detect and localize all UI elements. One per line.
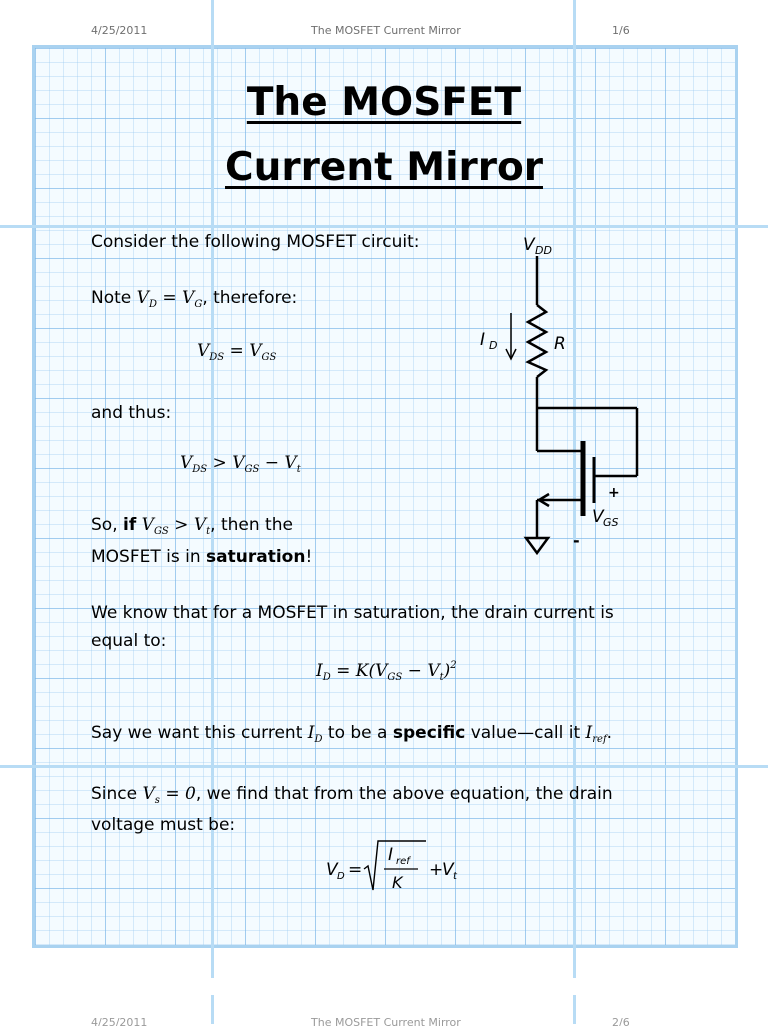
svg-text:=: = — [348, 860, 363, 880]
paragraph-saturation: MOSFET is in saturation! — [91, 547, 313, 567]
id-subscript: D — [489, 339, 498, 352]
next-page-header — [0, 1016, 768, 1026]
svg-text:ref: ref — [396, 856, 410, 867]
equation-vds-vgs: $V_{DS} = V_{GS}$ — [197, 341, 277, 363]
paragraph-drain-current-line1: We know that for a MOSFET in saturation, the drain current is — [91, 603, 614, 623]
svg-text:V: V — [326, 860, 338, 880]
svg-text:+: + — [429, 860, 444, 880]
ground-symbol — [526, 538, 548, 553]
id-label: I — [480, 330, 486, 350]
paragraph-intro: Consider the following MOSFET circuit: — [91, 232, 420, 252]
resistor-label: R — [554, 334, 566, 354]
equation-vds-inequality: $V_{DS} > V_{GS} - V_t$ — [180, 453, 301, 475]
next-header-page-number: 2/6 — [612, 1016, 630, 1026]
vdd-label: V — [523, 235, 535, 255]
document-title-line1: The MOSFET — [246, 80, 522, 125]
equation-drain-current: $I_D = K(V_{GS} - V_t)^2$ — [316, 660, 457, 683]
paragraph-drain-current-line2: equal to: — [91, 631, 167, 651]
paragraph-so-if: So, if $V_{GS} > V_t$, then the — [91, 515, 293, 537]
grid-line — [0, 765, 768, 768]
svg-text:I: I — [388, 845, 394, 865]
paragraph-drain-voltage: voltage must be: — [91, 815, 236, 835]
vgs-subscript: GS — [603, 516, 619, 529]
mosfet-circuit-diagram — [470, 225, 650, 565]
resistor-symbol — [528, 305, 546, 377]
paragraph-specific-value: Say we want this current $I_D$ to be a specific value—call it $I_{ref}$. — [91, 723, 613, 745]
header-date: 4/25/2011 — [91, 24, 148, 37]
header-page-number: 1/6 — [612, 24, 630, 37]
circuit-graphic — [470, 225, 650, 565]
vgs-label: V — [592, 507, 604, 527]
paragraph-note: Note $V_D = V_G$, therefore: — [91, 288, 298, 310]
svg-text:D: D — [337, 871, 345, 882]
next-header-title: The MOSFET Current Mirror — [311, 1016, 461, 1026]
svg-text:V: V — [442, 860, 454, 880]
page-header — [0, 24, 768, 40]
vgs-plus: + — [608, 485, 620, 501]
vdd-subscript: DD — [535, 244, 552, 257]
vgs-minus: - — [573, 531, 580, 550]
header-title: The MOSFET Current Mirror — [311, 24, 461, 37]
equation-drain-voltage — [326, 836, 466, 896]
document-title-line2: Current Mirror — [225, 145, 543, 190]
equation-drain-voltage-graphic — [326, 836, 466, 896]
svg-text:K: K — [392, 873, 403, 892]
next-header-date: 4/25/2011 — [91, 1016, 148, 1026]
paragraph-since-vs: Since $V_s = 0$, we find that from the above equation, the drain — [91, 784, 613, 806]
svg-text:t: t — [453, 871, 457, 882]
paragraph-thus: and thus: — [91, 403, 172, 423]
